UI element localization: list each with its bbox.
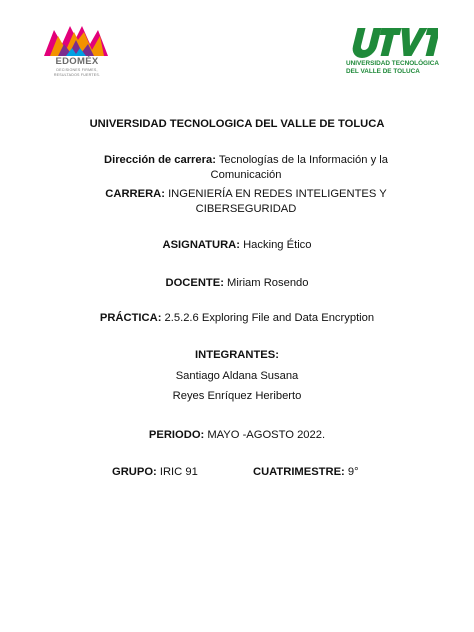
integrante-name: Santiago Aldana Susana <box>175 370 299 382</box>
practica: PRÁCTICA: 2.5.2.6 Exploring File and Data Encryption <box>99 312 375 324</box>
university-title: UNIVERSIDAD TECNOLOGICA DEL VALLE DE TOLUCA <box>89 118 385 130</box>
asignatura: ASIGNATURA: Hacking Ético <box>162 239 312 251</box>
edomex-logo <box>40 22 112 82</box>
periodo: PERIODO: MAYO -AGOSTO 2022. <box>148 429 326 441</box>
integrante-name: Reyes Enríquez Heriberto <box>172 390 302 402</box>
carrera: CARRERA: INGENIERÍA EN REDES INTELIGENTES Y CIBERSEGURIDAD <box>105 188 387 215</box>
edomex-tagline: DECISIONES FIRMES, RESULTADOS FUERTES. <box>53 68 101 77</box>
edomex-mountain-icon <box>44 22 108 56</box>
utvt-logo <box>346 26 442 80</box>
grupo: GRUPO: IRIC 91 <box>112 466 198 478</box>
utvt-wordmark-icon <box>348 26 438 58</box>
edomex-wordmark: EDOMÉX <box>55 56 99 67</box>
integrantes-heading: INTEGRANTES: <box>195 349 279 361</box>
direccion-carrera: Dirección de carrera: Tecnologías de la Información y la Comunicación <box>104 154 388 181</box>
utvt-university-name: UNIVERSIDAD TECNOLÓGICA DEL VALLE DE TOLUCA <box>346 60 440 75</box>
cuatrimestre: CUATRIMESTRE: 9° <box>253 466 359 478</box>
docente: DOCENTE: Miriam Rosendo <box>165 277 309 289</box>
